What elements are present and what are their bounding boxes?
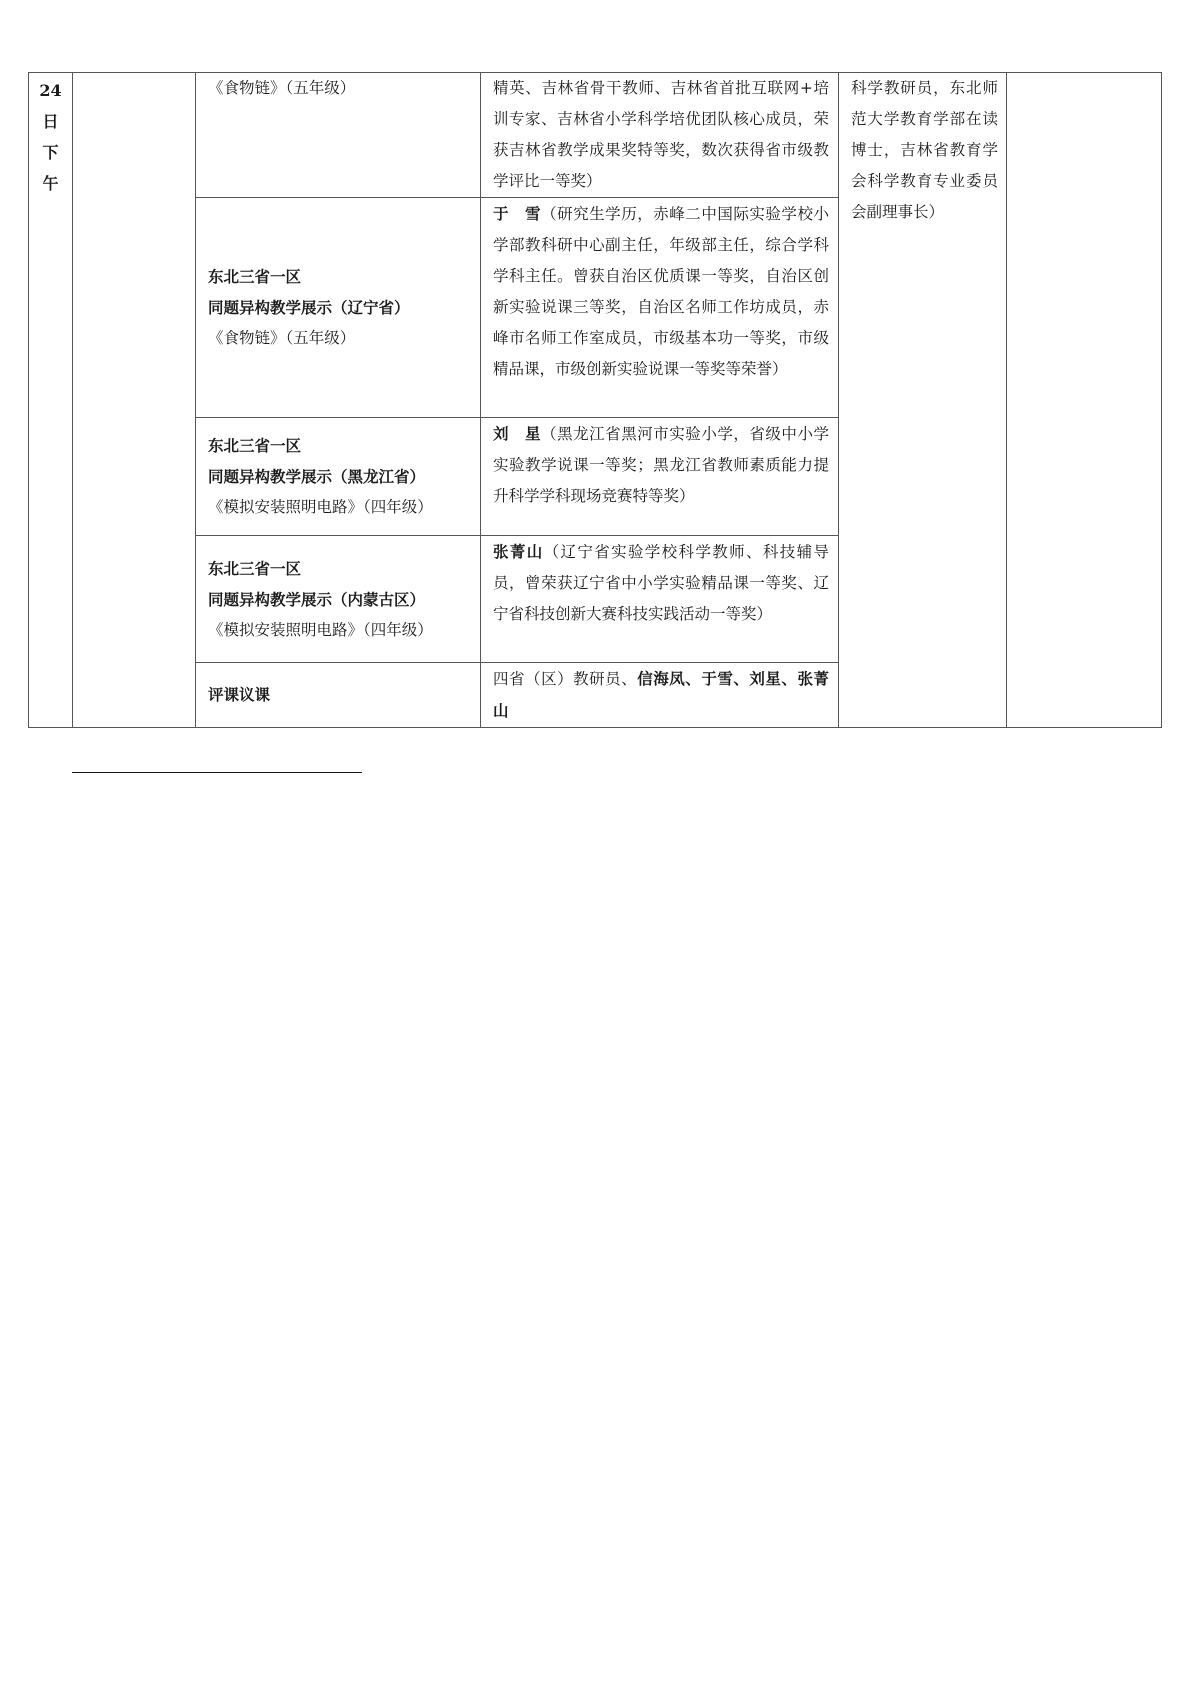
description-cell — [481, 198, 839, 418]
event-title: 东北三省一区 — [208, 267, 302, 286]
description-text: 四省（区）教研员、 — [493, 670, 638, 688]
event-subtitle: 同题异构教学展示（黑龙江省） — [208, 467, 426, 486]
empty-cell — [73, 73, 196, 728]
description-text: （研究生学历，赤峰二中国际实验学校小学部教科研中心副主任，年级部主任，综合学科学科主任。曾获自治区优质课一等奖，自治区创新实验说课三等奖，自治区名师工作坊成员，赤峰市名师工作室成员，市级基本功一等奖，市级精品课，市级创新实验说课一等奖等荣誉） — [493, 205, 829, 378]
description-text: 精英、吉林省骨干教师、吉林省首批互联网+培训专家、吉林省小学科学培优团队核心成员，荣获吉林省教学成果奖特等奖，数次获得省市级教学评比一等奖） — [493, 79, 829, 190]
description-cell — [481, 73, 839, 198]
description-cell — [481, 663, 839, 728]
date-char: 下 — [42, 143, 59, 162]
schedule-table — [28, 72, 1162, 728]
date-cell — [29, 73, 73, 728]
description-cell — [481, 536, 839, 663]
event-cell — [196, 198, 481, 418]
description-text: （辽宁省实验学校科学教师、科技辅导员，曾荣获辽宁省中小学实验精品课一等奖、辽宁省科技创新大赛科技实践活动一等奖） — [493, 543, 829, 623]
event-title: 东北三省一区 — [208, 436, 302, 455]
date-char: 日 — [42, 112, 59, 131]
teacher-name: 刘 星 — [493, 424, 542, 443]
host-cell — [839, 73, 1007, 728]
event-subtitle: 同题异构教学展示（辽宁省） — [208, 298, 410, 317]
participant-names: 信海凤、于雪、刘星、张菁山 — [493, 669, 829, 720]
teacher-name: 于 雪 — [493, 204, 542, 223]
event-cell — [196, 73, 481, 198]
lesson-title: 《模拟安装照明电路》（四年级） — [208, 498, 433, 516]
date-day: 24 — [39, 81, 62, 100]
host-text: 科学教研员，东北师范大学教育学部在读博士，吉林省教育学会科学教育专业委员会副理事长） — [851, 79, 998, 221]
table-row — [29, 73, 1162, 198]
empty-cell — [1007, 73, 1162, 728]
description-cell — [481, 418, 839, 536]
event-title: 评课议课 — [208, 684, 271, 704]
event-cell — [196, 663, 481, 728]
description-text: （黑龙江省黑河市实验小学，省级中小学实验教学说课一等奖；黑龙江省教师素质能力提升科学学科现场竞赛特等奖） — [493, 425, 829, 505]
date-char: 午 — [42, 174, 59, 193]
event-cell — [196, 418, 481, 536]
footnote-separator — [72, 772, 362, 773]
event-cell — [196, 536, 481, 663]
event-title: 东北三省一区 — [208, 558, 302, 578]
teacher-name: 张菁山 — [493, 542, 544, 561]
lesson-title: 《模拟安装照明电路》（四年级） — [208, 620, 433, 639]
lesson-title: 《食物链》（五年级） — [208, 79, 356, 97]
lesson-title: 《食物链》（五年级） — [208, 329, 356, 347]
event-subtitle: 同题异构教学展示（内蒙古区） — [208, 589, 426, 609]
